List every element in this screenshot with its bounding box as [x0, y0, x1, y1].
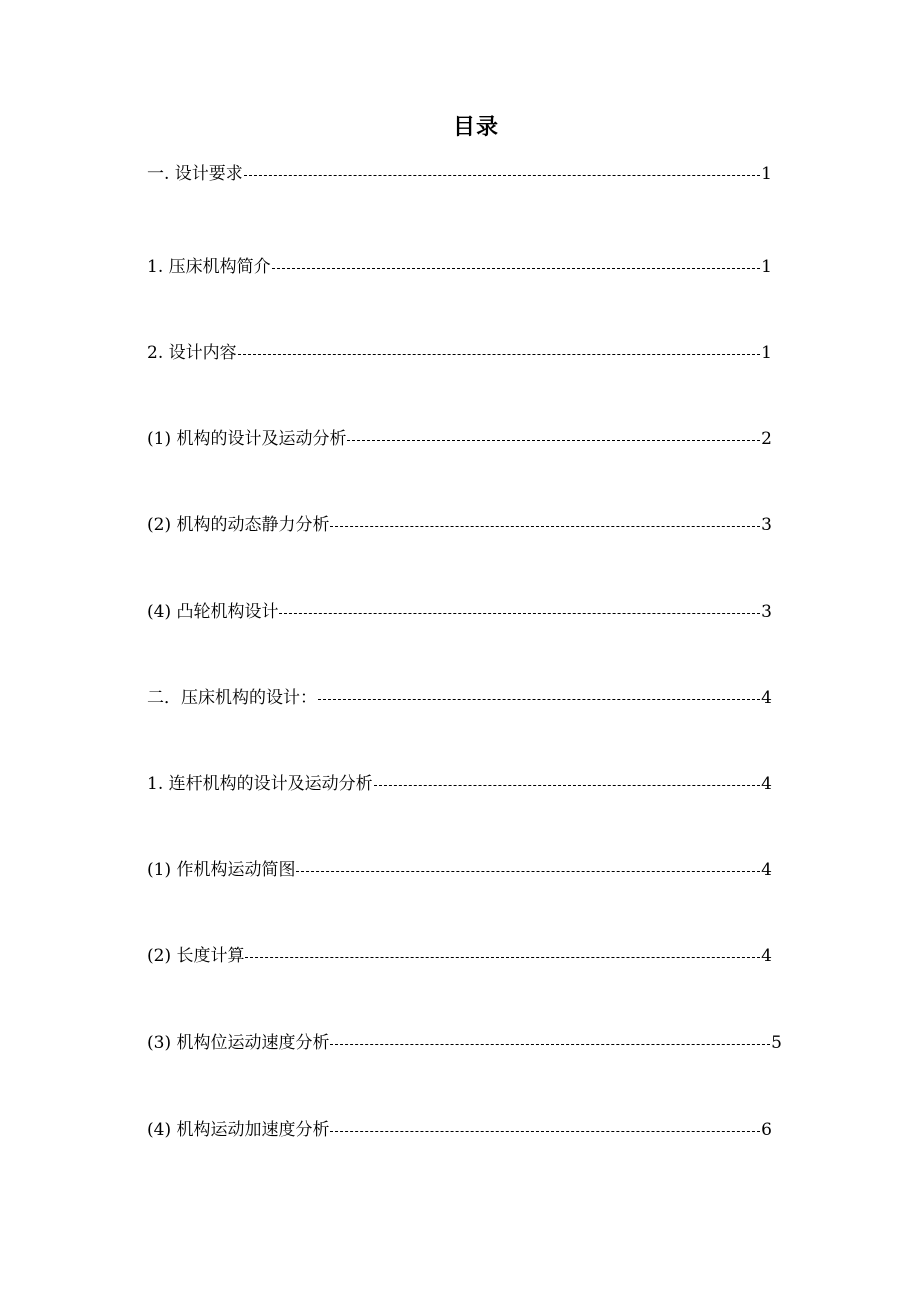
toc-entry-page: 1	[761, 343, 772, 363]
toc-entry-page: 4	[761, 860, 772, 880]
toc-leader	[244, 175, 760, 176]
toc-leader	[272, 268, 761, 269]
toc-leader	[318, 699, 760, 700]
toc-entry-page: 1	[761, 164, 772, 184]
toc-entry-label: (4) 凸轮机构设计	[147, 602, 279, 622]
toc-entry-label: 1. 连杆机构的设计及运动分析	[147, 774, 373, 794]
toc-entry	[147, 1118, 772, 1142]
toc-entry-page: 5	[771, 1033, 782, 1053]
toc-entry	[147, 600, 772, 624]
toc-title: 目录	[452, 115, 499, 140]
toc-entry-label: 一. 设计要求	[147, 164, 243, 184]
toc-leader	[330, 1044, 770, 1045]
toc-entry	[147, 427, 772, 451]
toc-leader	[238, 354, 761, 355]
toc-entry-page: 4	[761, 688, 772, 708]
toc-entry-label: (2) 机构的动态静力分析	[147, 515, 330, 535]
toc-entry-page: 3	[761, 602, 772, 622]
toc-leader	[330, 526, 760, 527]
toc-leader	[347, 440, 760, 441]
toc-entry-page: 1	[761, 257, 772, 277]
toc-entry	[147, 858, 772, 882]
toc-entry	[147, 513, 772, 537]
toc-entry-label: 1. 压床机构简介	[147, 257, 271, 277]
toc-entry-page: 4	[761, 774, 772, 794]
toc-leader	[296, 871, 760, 872]
toc-entry	[147, 772, 772, 796]
toc-entry	[147, 255, 772, 279]
toc-entry-page: 4	[761, 946, 772, 966]
toc-entry-label: 2. 设计内容	[147, 343, 237, 363]
toc-entry	[147, 686, 772, 710]
toc-entry-label: (4) 机构运动加速度分析	[147, 1120, 330, 1140]
toc-entry-label: 二．压床机构的设计：	[147, 688, 317, 708]
toc-leader	[330, 1131, 760, 1132]
toc-entry	[147, 162, 772, 186]
toc-leader	[279, 613, 760, 614]
toc-entry-label: (2) 长度计算	[147, 946, 245, 966]
toc-entry-page: 3	[761, 515, 772, 535]
toc-entry-label: (3) 机构位运动速度分析	[147, 1033, 330, 1053]
toc-leader	[245, 957, 760, 958]
toc-entry-page: 2	[761, 429, 772, 449]
toc-entry	[147, 1031, 782, 1055]
toc-entry	[147, 944, 772, 968]
toc-entry	[147, 341, 772, 365]
toc-entry-page: 6	[761, 1120, 772, 1140]
toc-leader	[374, 785, 761, 786]
toc-entry-label: (1) 作机构运动简图	[147, 860, 296, 880]
toc-entry-label: (1) 机构的设计及运动分析	[147, 429, 347, 449]
